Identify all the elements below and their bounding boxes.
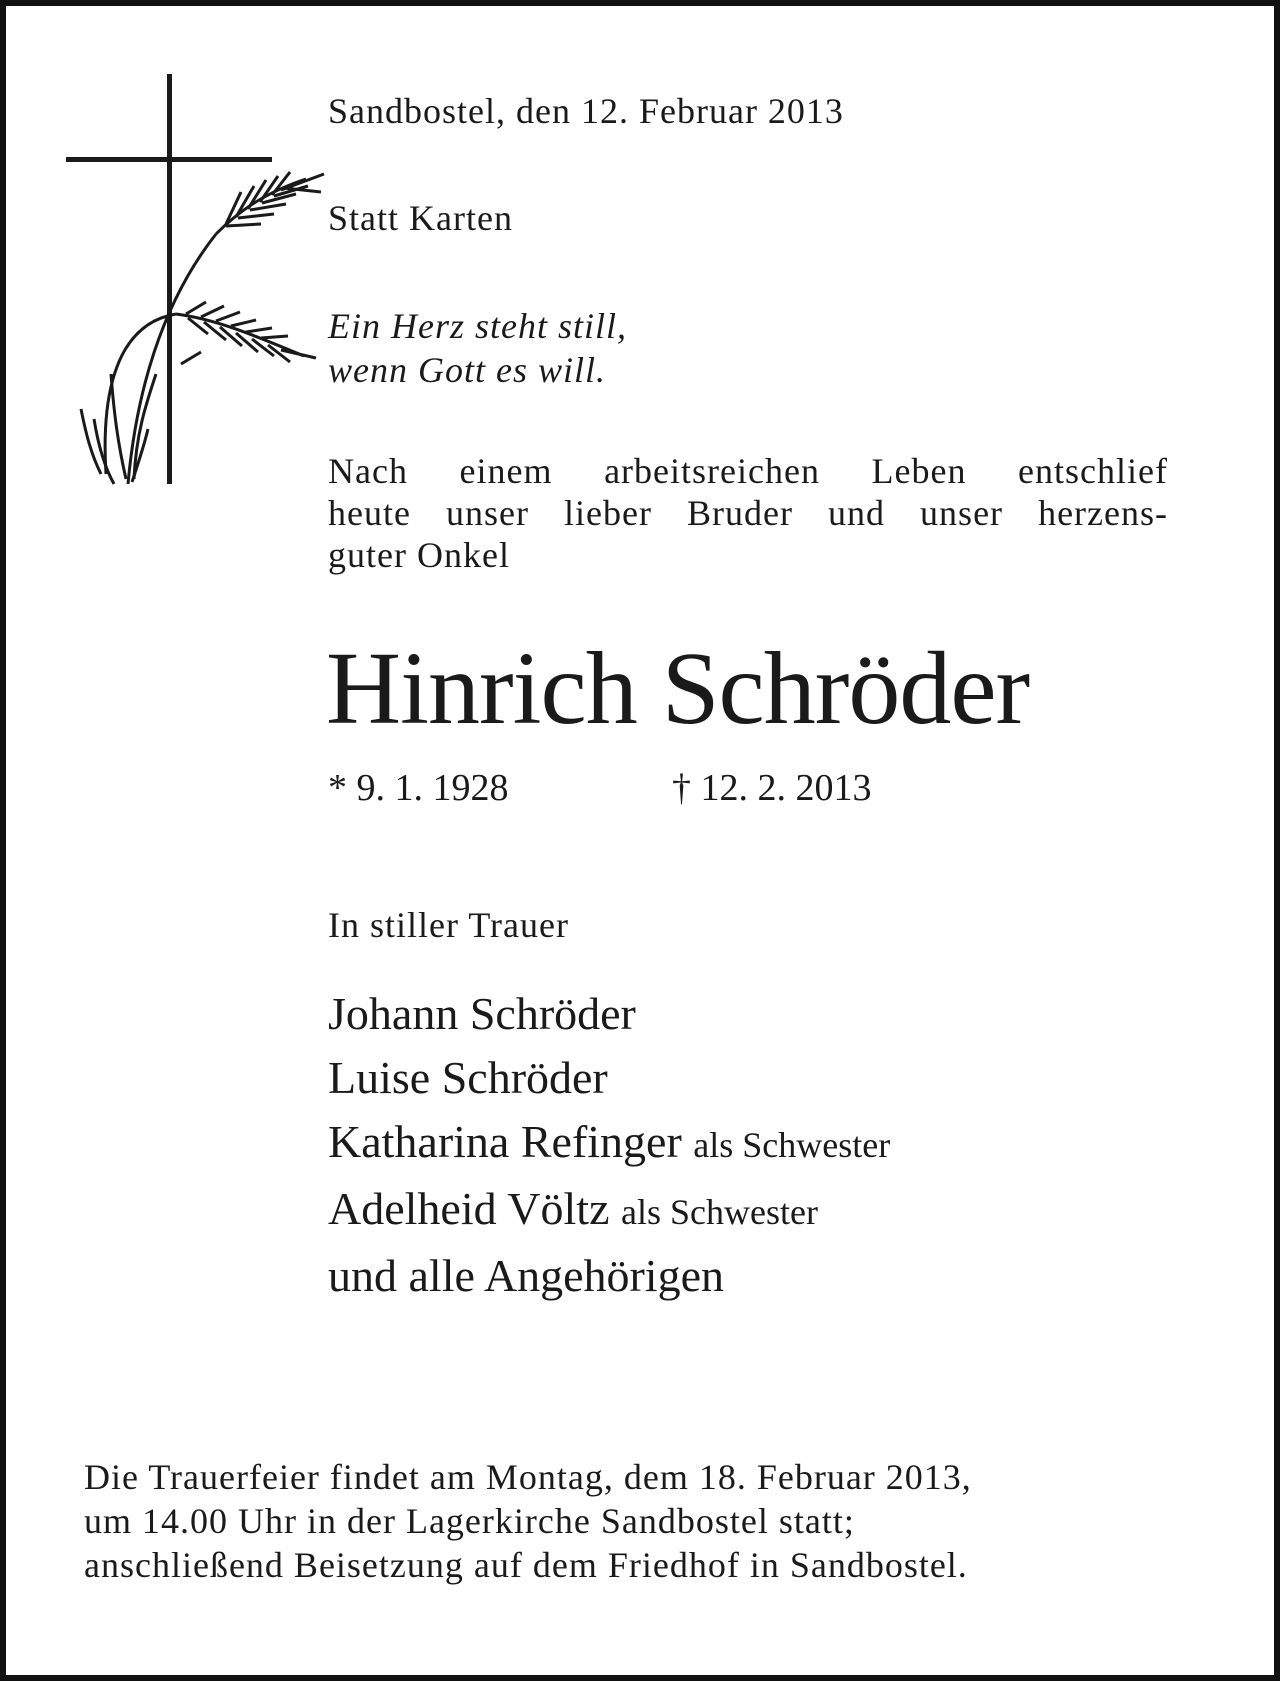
mourner-name: Katharina Refinger <box>328 1116 682 1167</box>
intro-line: guter Onkel <box>328 535 510 575</box>
mourner-relation: als Schwester <box>620 1192 818 1232</box>
mourners-heading: In stiller Trauer <box>328 905 569 945</box>
statt-karten-label: Statt Karten <box>328 198 513 238</box>
footer-line: anschließend Beisetzung auf dem Friedhof in Sandbostel. <box>84 1545 968 1585</box>
mourner-name: und alle Angehörigen <box>328 1250 725 1301</box>
mourner-row <box>328 1244 890 1308</box>
place-date: Sandbostel, den 12. Februar 2013 <box>328 91 844 131</box>
death-date: † 12. 2. 2013 <box>672 767 872 809</box>
mourner-name: Adelheid Völtz <box>328 1183 610 1234</box>
funeral-details <box>84 1455 972 1587</box>
footer-line: um 14.00 Uhr in der Lagerkirche Sandbostel statt; <box>84 1501 855 1541</box>
mourner-name: Johann Schröder <box>328 988 636 1039</box>
cross-with-wheat-icon <box>66 74 336 524</box>
mourner-relation: als Schwester <box>693 1125 891 1165</box>
mourner-row <box>328 1177 890 1244</box>
mourner-row <box>328 1046 890 1110</box>
footer-line: Die Trauerfeier findet am Montag, dem 18. Februar 2013, <box>84 1457 972 1497</box>
mourner-row <box>328 982 890 1046</box>
mourner-row <box>328 1110 890 1177</box>
intro-text <box>328 450 1168 576</box>
mourner-name: Luise Schröder <box>328 1052 608 1103</box>
verse-line: Ein Herz steht still, <box>328 306 627 346</box>
mourners-list <box>328 982 890 1308</box>
verse <box>328 304 627 392</box>
birth-date: * 9. 1. 1928 <box>328 767 509 809</box>
verse-line: wenn Gott es will. <box>328 350 606 390</box>
deceased-name: Hinrich Schröder <box>326 631 1030 746</box>
intro-line: Nach einem arbeitsreichen Leben entschlief <box>328 451 1168 491</box>
intro-line: heute unser lieber Bruder und unser herzens- <box>328 493 1168 533</box>
